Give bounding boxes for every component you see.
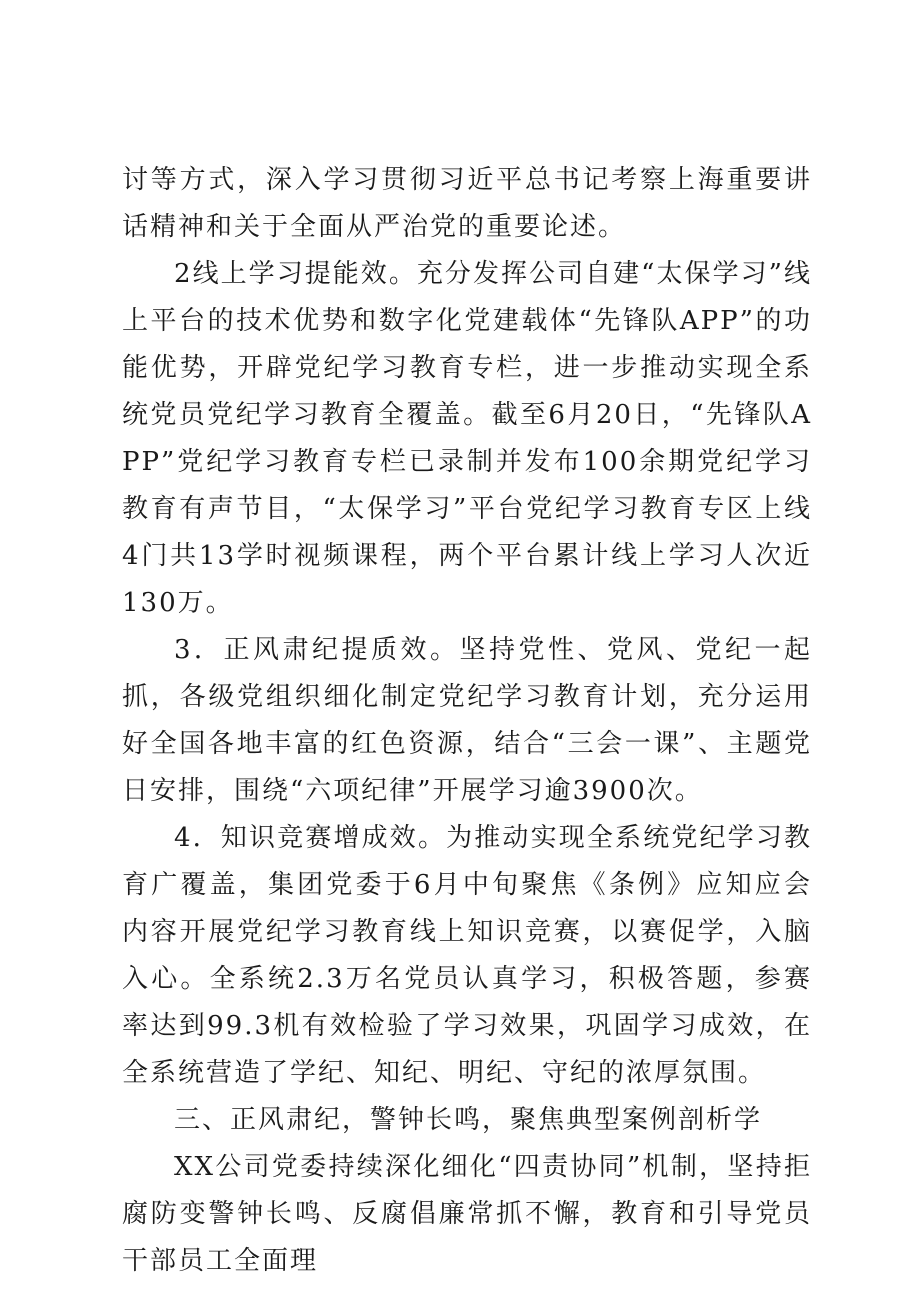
paragraph-online-learning: 2线上学习提能效。充分发挥公司自建“太保学习”线上平台的技术优势和数字化党建载体“先锋队APP”的功能优势，开辟党纪学习教育专栏，进一步推动实现全系统党员党纪学习教育全覆盖。截至6月20日，“先锋队APP”党纪学习教育专栏已录制并发布100余期党纪学习教育有声节目，“太保学习”平台党纪学习教育专区上线4门共13学时视频课程，两个平台累计线上学习人次近130万。 [122, 259, 812, 618]
paragraph-party-committee: XX公司党委持续深化细化“四责协同”机制，坚持拒腐防变警钟长鸣、反腐倡廉常抓不懈，教育和引导党员干部员工全面理 [122, 1152, 812, 1276]
paragraph-knowledge-contest: 4．知识竞赛增成效。为推动实现全系统党纪学习教育广覆盖，集团党委于6月中旬聚焦《条例》应知应会内容开展党纪学习教育线上知识竞赛，以赛促学，入脑入心。全系统2.3万名党员认真学习，积极答题，参赛率达到99.3机有效检验了学习效果，巩固学习成效，在全系统营造了学纪、知纪、明纪、守纪的浓厚氛围。 [122, 823, 812, 1088]
section-heading-three: 三、正风肃纪，警钟长鸣，聚焦典型案例剖析学 [174, 1105, 763, 1135]
paragraph-discipline-quality: 3．正风肃纪提质效。坚持党性、党风、党纪一起抓，各级党组织细化制定党纪学习教育计划，充分运用好全国各地丰富的红色资源，结合“三会一课”、主题党日安排，围绕“六项纪律”开展学习逾3900次。 [122, 635, 812, 806]
paragraph-continuation: 讨等方式，深入学习贯彻习近平总书记考察上海重要讲话精神和关于全面从严治党的重要论述。 [122, 165, 812, 242]
document-body [122, 157, 812, 1285]
